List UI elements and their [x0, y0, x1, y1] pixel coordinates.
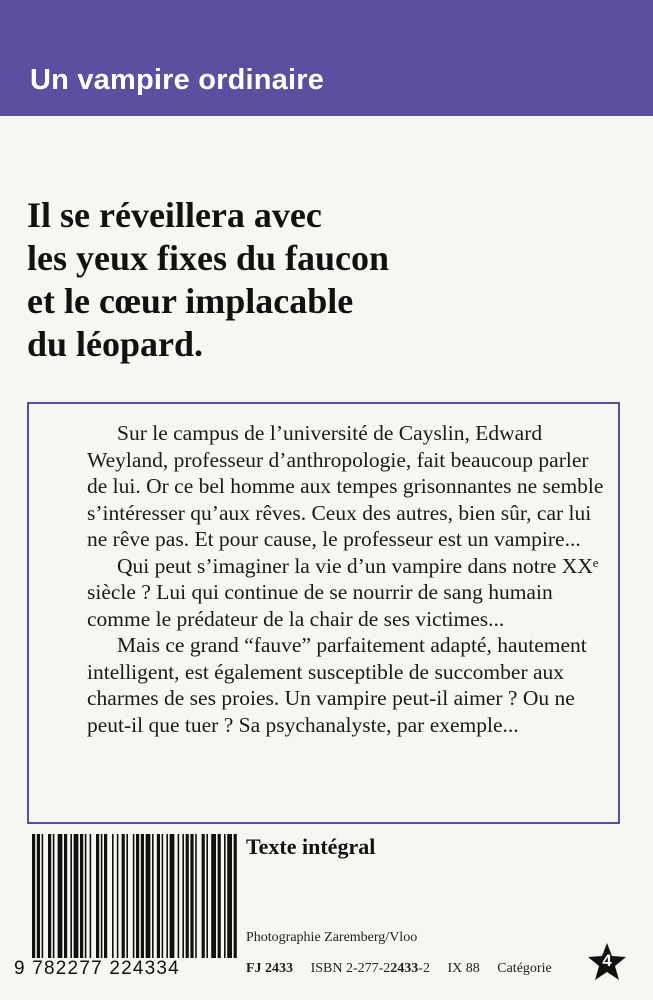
- barcode-bar: [162, 834, 164, 958]
- edition-label: Texte intégral: [246, 834, 376, 859]
- barcode-bar: [146, 834, 151, 958]
- series-title: Un vampire ordinaire: [30, 64, 325, 96]
- barcode-bar: [206, 834, 208, 958]
- blurb-text: [87, 420, 609, 738]
- header-band: [0, 0, 653, 116]
- barcode-bar: [53, 834, 55, 958]
- barcode-bar: [182, 834, 184, 958]
- tagline: [27, 194, 447, 366]
- barcode-bar: [96, 834, 99, 958]
- tagline-line: Il se réveillera avec: [27, 195, 322, 235]
- tagline-line: du léopard.: [27, 324, 204, 364]
- barcode-bar: [90, 834, 92, 958]
- barcode-bar: [224, 834, 226, 958]
- barcode-bar: [32, 834, 35, 958]
- barcode: [32, 834, 238, 958]
- barcode-bar: [37, 834, 40, 958]
- tagline-line: les yeux fixes du faucon: [27, 238, 390, 278]
- barcode-bar: [133, 834, 135, 958]
- barcode-bar: [112, 834, 114, 958]
- blurb-paragraph: Sur le campus de l’université de Cayslin, Edward Weyland, professeur d’anthropologie, fait beaucoup parler de lui. Or ce bel homme aux tempes grisonnantes ne semble s’intéresser qu’aux rêves. Ceux des autres, bien sûr, car lui ne rêve pas. Et pour cause, le professeur est un vampire...: [87, 421, 604, 551]
- barcode-bar: [141, 834, 144, 958]
- barcode-bar: [178, 834, 180, 958]
- isbn-suffix: -2: [418, 961, 430, 976]
- barcode-bar: [64, 834, 67, 958]
- category-label: Catégorie: [497, 961, 552, 976]
- catalog-line: [246, 961, 552, 977]
- barcode-bar: [202, 834, 205, 958]
- barcode-bar: [48, 834, 51, 958]
- blurb-paragraph: Qui peut s’imaginer la vie d’un vampire dans notre XXᵉ siècle ? Lui qui continue de se nourrir de sang humain comme le prédateur de la chair de ses victimes...: [87, 553, 599, 631]
- barcode-bar: [211, 834, 216, 958]
- tagline-line: et le cœur implacable: [27, 281, 354, 321]
- barcode-bar: [186, 834, 189, 958]
- isbn: [311, 961, 430, 976]
- barcode-bar: [234, 834, 237, 958]
- barcode-bar: [122, 834, 125, 958]
- barcode-bar: [166, 834, 168, 958]
- barcode-bar: [104, 834, 107, 958]
- barcode-bar: [218, 834, 221, 958]
- barcode-bar: [170, 834, 175, 958]
- category-number: 4: [602, 951, 612, 970]
- barcode-bar: [190, 834, 193, 958]
- barcode-bar: [126, 834, 128, 958]
- catalog-code: FJ 2433: [246, 961, 294, 976]
- photo-credit: Photographie Zaremberg/Vloo: [246, 930, 418, 945]
- barcode-bar: [74, 834, 79, 958]
- blurb-paragraph: Mais ce grand “fauve” parfaitement adapté, hautement intelligent, est également susceptible de succomber aux charmes de ses proies. Un vampire peut-il aimer ? Ou ne peut-il que tuer ? Sa psychanalyste, par exemple...: [87, 633, 587, 737]
- blurb-box: [27, 402, 620, 824]
- barcode-bar: [136, 834, 139, 958]
- barcode-bar: [85, 834, 87, 958]
- isbn-prefix: ISBN 2-277-2: [310, 961, 391, 976]
- barcode-bar: [117, 834, 119, 958]
- barcode-bar: [70, 834, 72, 958]
- barcode-bar: [42, 834, 44, 958]
- barcode-bar: [157, 834, 160, 958]
- barcode-bar: [58, 834, 63, 958]
- barcode-bar: [101, 834, 103, 958]
- barcode-bar: [80, 834, 83, 958]
- barcode-bar: [227, 834, 232, 958]
- barcode-digits: 9 782277 224334: [14, 958, 180, 979]
- barcode-bar: [152, 834, 154, 958]
- ix-code: IX 88: [447, 961, 480, 976]
- barcode-bar: [195, 834, 197, 958]
- isbn-bold: 2433: [390, 961, 419, 976]
